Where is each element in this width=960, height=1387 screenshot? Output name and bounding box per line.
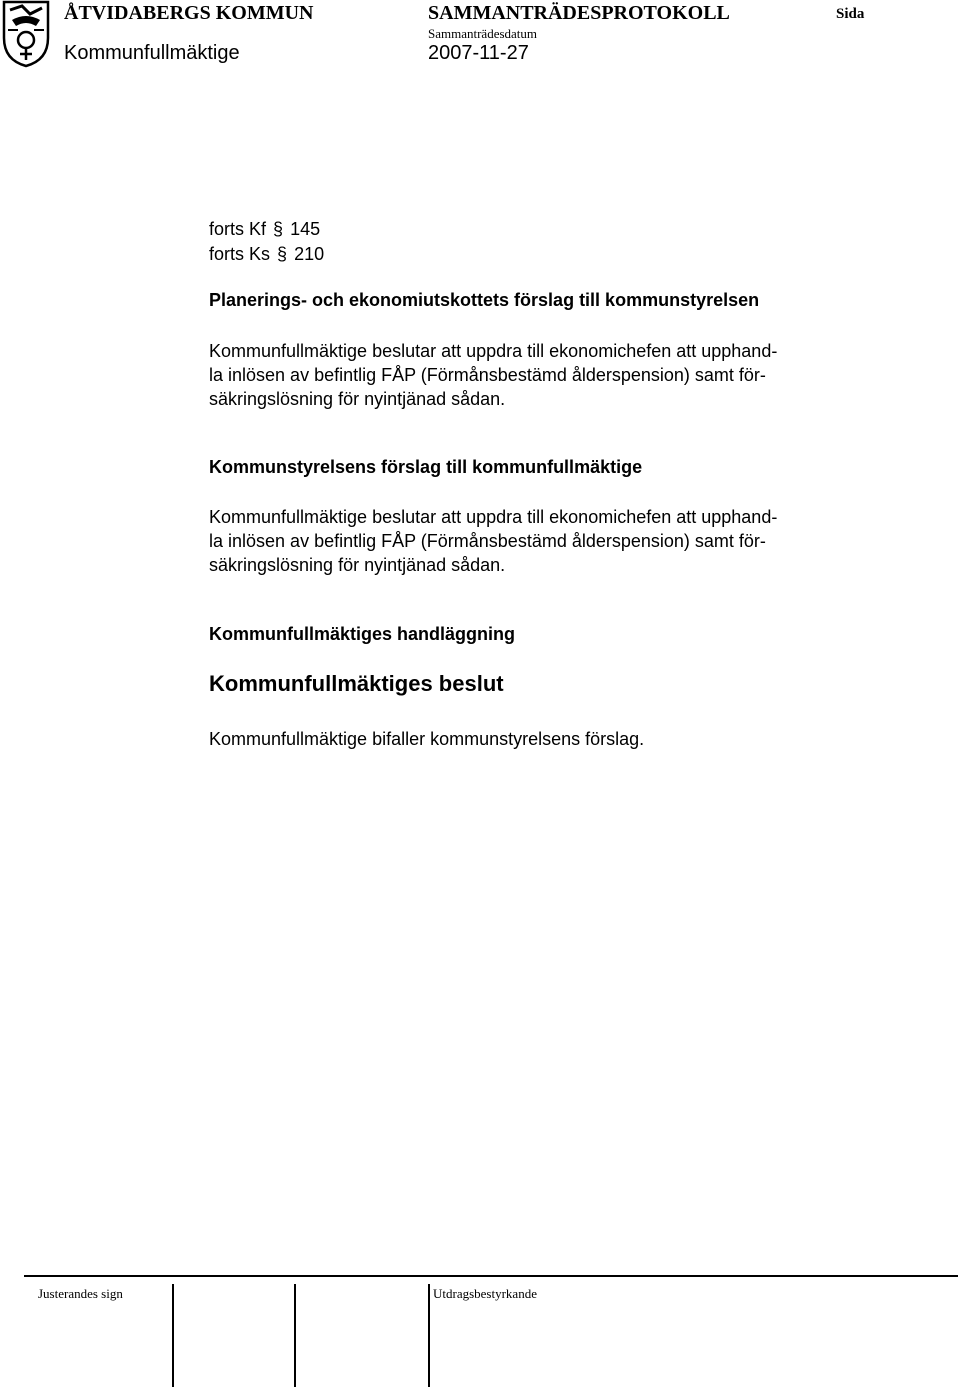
- signature-box-divider: [294, 1284, 296, 1387]
- text-line: Kommunfullmäktige bifaller kommunstyrelsens förslag.: [209, 729, 645, 749]
- text-line: säkringslösning för nyintjänad sådan.: [209, 389, 506, 409]
- signature-box-divider: [172, 1284, 174, 1387]
- text-line: Kommunfullmäktige beslutar att uppdra till ekonomichefen att upphand-: [209, 507, 778, 527]
- text-line: la inlösen av befintlig FÅP (Förmånsbestämd ålderspension) samt för-: [209, 365, 766, 385]
- section-mark: §: [273, 219, 284, 239]
- ref-ks: [209, 244, 324, 265]
- document-type: SAMMANTRÄDESPROTOKOLL: [428, 2, 730, 24]
- footer-divider: [24, 1275, 958, 1277]
- text-line: la inlösen av befintlig FÅP (Förmånsbestämd ålderspension) samt för-: [209, 531, 766, 551]
- board-proposal-text: [209, 505, 889, 577]
- ref-kf-number: 145: [290, 219, 321, 239]
- section-heading-handling: Kommunfullmäktiges handläggning: [209, 624, 516, 644]
- text-line: Kommunfullmäktige beslutar att uppdra till ekonomichefen att upphand-: [209, 341, 778, 361]
- section-heading-decision: Kommunfullmäktiges beslut: [209, 671, 504, 696]
- decision-text: [209, 727, 889, 751]
- ref-kf: [209, 219, 320, 240]
- section-heading-committee-proposal: Planerings- och ekonomiutskottets förslag till kommunstyrelsen: [209, 290, 760, 310]
- utdragsbestyrkande-label: Utdragsbestyrkande: [433, 1286, 537, 1301]
- ref-kf-prefix: forts Kf: [209, 219, 267, 239]
- section-heading-board-proposal: Kommunstyrelsens förslag till kommunfullmäktige: [209, 457, 643, 477]
- committee-proposal-text: [209, 339, 889, 411]
- page-label: Sida: [836, 6, 865, 22]
- body-name: Kommunfullmäktige: [64, 42, 240, 64]
- ref-ks-number: 210: [294, 244, 325, 264]
- ref-ks-prefix: forts Ks: [209, 244, 271, 264]
- meeting-date: 2007-11-27: [428, 42, 529, 64]
- coat-of-arms-icon: [0, 0, 52, 68]
- justerandes-sign-label: Justerandes sign: [38, 1286, 123, 1301]
- signature-box-divider: [428, 1284, 430, 1387]
- text-line: säkringslösning för nyintjänad sådan.: [209, 555, 506, 575]
- section-mark: §: [277, 244, 288, 264]
- org-name: ÅTVIDABERGS KOMMUN: [64, 2, 314, 24]
- meeting-date-label: Sammanträdesdatum: [428, 26, 538, 41]
